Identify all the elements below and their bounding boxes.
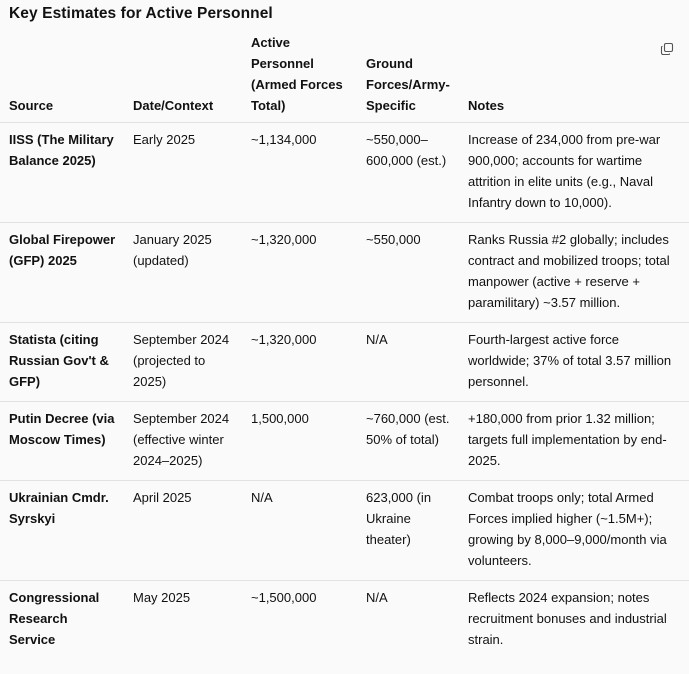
cell-ground: N/A: [357, 323, 459, 402]
cell-active: ~1,320,000: [242, 223, 357, 323]
cell-active: N/A: [242, 481, 357, 581]
cell-source: Global Firepower (GFP) 2025: [0, 223, 124, 323]
cell-date: Early 2025: [124, 123, 242, 223]
cell-date: April 2025: [124, 481, 242, 581]
table-row: [0, 323, 689, 402]
cell-ground: N/A: [366, 590, 388, 605]
cell-source: Putin Decree (via Moscow Times): [0, 402, 124, 481]
estimates-table: [0, 30, 689, 659]
cell-notes: Ranks Russia #2 globally; includes contract and mobilized troops; total manpower (active + reserve + paramilitary) ~3.57 million.: [459, 223, 689, 323]
cell-ground: ~760,000 (est. 50% of total): [357, 402, 459, 481]
cell-active: ~1,320,000: [242, 323, 357, 402]
cell-source: IISS (The Military Balance 2025): [0, 123, 124, 223]
table-row: [0, 123, 689, 223]
column-header-active: Active Personnel (Armed Forces Total): [242, 30, 357, 123]
cell-source: Statista (citing Russian Gov't & GFP): [0, 323, 124, 402]
cell-active: 1,500,000: [242, 402, 357, 481]
cell-date: May 2025: [133, 590, 191, 605]
cell-ground: ~550,000–600,000 (est.): [357, 123, 459, 223]
cell-notes: Fourth-largest active force worldwide; 37% of total 3.57 million personnel.: [459, 323, 689, 402]
cell-ground: ~550,000: [357, 223, 459, 323]
table-row: [0, 581, 689, 660]
cell-notes: Combat troops only; total Armed Forces implied higher (~1.5M+); growing by 8,000–9,000/month via volunteers.: [459, 481, 689, 581]
cell-date: September 2024 (effective winter 2024–2025): [124, 402, 242, 481]
table-row: [0, 481, 689, 581]
column-header-notes: Notes: [459, 30, 689, 123]
table-title: Key Estimates for Active Personnel: [9, 5, 273, 22]
cell-notes: +180,000 from prior 1.32 million; targets full implementation by end-2025.: [459, 402, 689, 481]
cell-date: September 2024 (projected to 2025): [124, 323, 242, 402]
table-row: [0, 402, 689, 481]
table-row: [0, 223, 689, 323]
header-row: [0, 30, 689, 123]
column-header-ground: Ground Forces/Army-Specific: [357, 30, 459, 123]
column-header-source: Source: [0, 30, 124, 123]
column-header-date: Date/Context: [124, 30, 242, 123]
cell-ground: 623,000 (in Ukraine theater): [357, 481, 459, 581]
cell-date: January 2025 (updated): [124, 223, 242, 323]
cell-active: ~1,134,000: [242, 123, 357, 223]
cell-source: Ukrainian Cmdr. Syrskyi: [0, 481, 124, 581]
cell-source: Congressional Research Service: [9, 590, 100, 647]
cell-notes: Increase of 234,000 from pre-war 900,000; accounts for wartime attrition in elite units (e.g., Naval Infantry down to 10,000).: [459, 123, 689, 223]
cell-notes: Reflects 2024 expansion; notes recruitment bonuses and industrial strain.: [468, 590, 667, 647]
cell-active: ~1,500,000: [251, 590, 317, 605]
